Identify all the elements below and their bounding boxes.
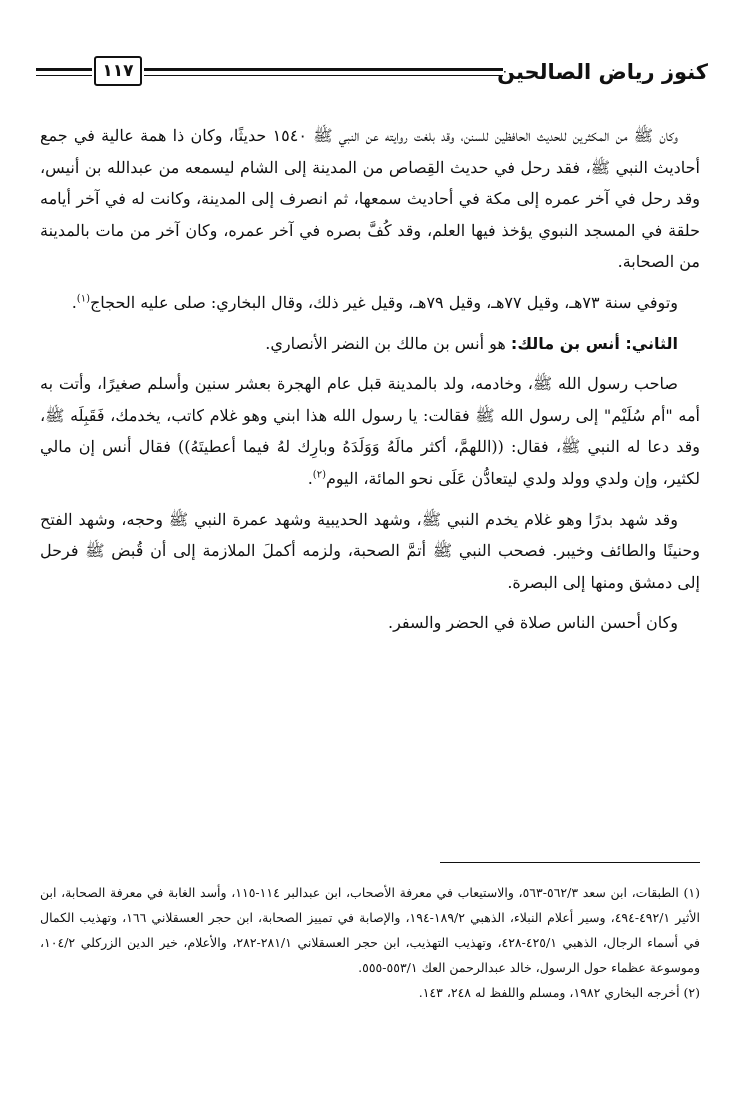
page-header (36, 58, 708, 94)
header-rule (144, 68, 503, 71)
footnote-ref-1[interactable]: (١) (76, 293, 90, 305)
header-rule-left (36, 68, 92, 71)
anas-biography-end: . (307, 468, 313, 488)
main-text (40, 120, 700, 639)
footnote-ref-2[interactable]: (٢) (312, 469, 326, 481)
anas-biography-text: صاحب رسول الله ﷺ، وخادمه، ولد بالمدينة قبل عام الهجرة بعشر سنين وأسلم صغيرًا، وأتت به أمه "أم سُلَيْم" إلى رسول الله ﷺ فقالت: يا رسول الله هذا ابني وهو غلام كاتب، يخدمك، فَقَبِلَه ﷺ، وقد دعا له النبي ﷺ، فقال: ((اللهمَّ، أكثر مالَهُ وَوَلَدَهُ وبارِك لهُ فيما أعطيتَهُ)) فقال أنس إن مالي لكثير، وإن ولدي وولد ولدي ليتعادُّن عَلَى نحو المائة، اليوم (40, 374, 700, 488)
paragraph-death-date (40, 287, 700, 319)
footnotes (40, 880, 700, 1005)
paragraph-anas-narrations: وكان ﷺ من المكثرين للحديث الحافظين للسنن، وقد بلغت روايته عن النبي ﷺ ١٥٤٠ حديثًا، وكان ذا همة عالية في جمع أحاديث النبي ﷺ، فقد رحل في حديث القِصاص من المدينة إلى الشام ليسمعه من عبدالله بن أنيس، وقد رحل في آخر عمره إلى مكة في أحاديث سمعها، ثم انصرف إلى المدينة، وكانت له في آخر أيامه حلقة في المسجد النبوي يؤخذ فيها العلم، وقد كُفَّ بصره في آخر عمره، وكان آخر من مات بالمدينة من الصحابة. (40, 126, 701, 272)
section-heading: الثاني: أنس بن مالك: (510, 333, 678, 353)
paragraph-battles: وقد شهد بدرًا وهو غلام يخدم النبي ﷺ، وشهد الحديبية وشهد عمرة النبي ﷺ وحجه، وشهد الفتح وحنينًا والطائف وخيبر. فصحب النبي ﷺ أتمَّ الصحبة، ولزمه أكملَ الملازمة إلى أن قُبض ﷺ فرحل إلى دمشق ومنها إلى البصرة. (40, 509, 700, 592)
header-rule-left-thin (36, 75, 92, 76)
section-heading-text: هو أنس بن مالك بن النضر الأنصاري. (265, 333, 511, 353)
paragraph-anas-biography (40, 368, 700, 494)
footnote-1: (١) الطبقات، ابن سعد ٥٦٢/٣-٥٦٣، والاستيعاب في معرفة الأصحاب، ابن عبدالبر ١١٤-١١٥، وأسد الغابة في معرفة الصحابة، ابن الأثير ٤٩٢/١-٤٩٤، وسير أعلام النبلاء، الذهبي ١٨٩/٢-١٩٤، والإصابة في تمييز الصحابة، ابن حجر العسقلاني ١٦٦، وتهذيب الكمال في أسماء الرجال، الذهبي ٤٢٥/١-٤٢٨، وتهذيب التهذيب، ابن حجر العسقلاني ٢٨١/١-٢٨٢، والأعلام، خير الدين الزركلي ١٠٤/٢، وموسوعة عظماء حول الرسول، خالد عبدالرحمن العك ٥٥٣/١-٥٥٥. (40, 885, 701, 975)
paragraph-second-heading (40, 328, 700, 360)
paragraph-prayer: وكان أحسن الناس صلاة في الحضر والسفر. (387, 613, 678, 633)
book-title: كنوز رياض الصالحين (497, 60, 708, 84)
death-date-end: . (71, 292, 77, 312)
page-number: ١١٧ (94, 56, 142, 86)
footnote-2: (٢) أخرجه البخاري ١٩٨٢، ومسلم واللفظ له ٢٤٨، ١٤٣. (418, 985, 700, 1000)
footnote-divider (440, 862, 700, 863)
death-date-text: وتوفي سنة ٧٣هـ، وقيل ٧٧هـ، وقيل ٧٩هـ، وقيل غير ذلك، وقال البخاري: صلى عليه الحجاج (89, 292, 678, 312)
header-rule-thin (144, 75, 503, 76)
